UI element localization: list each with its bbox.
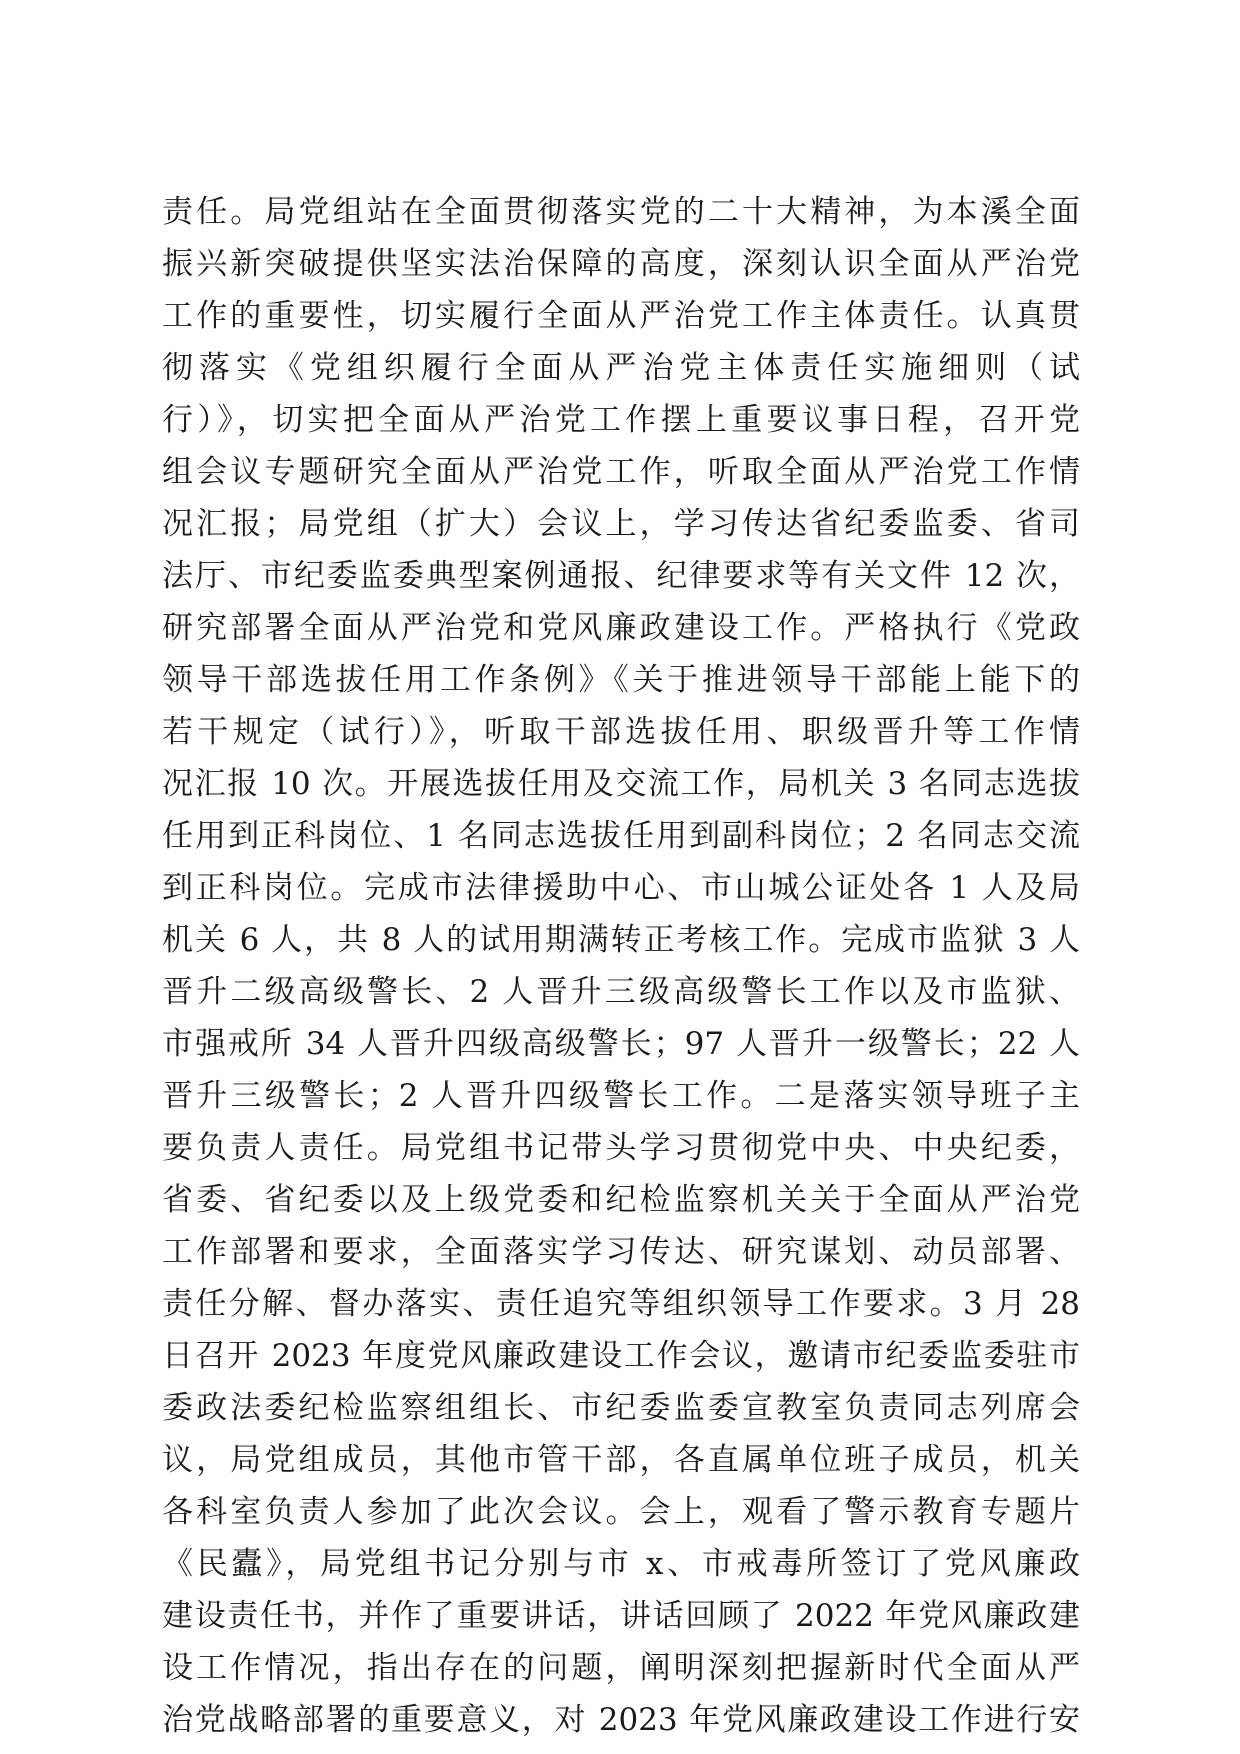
- text-line: 设工作情况，指出存在的问题，阐明深刻把握新时代全面从严: [162, 1650, 1080, 1686]
- text-line: 领导干部选拔任用工作条例》《关于推进领导干部能上能下的: [162, 662, 1080, 698]
- text-line: 行）》，切实把全面从严治党工作摆上重要议事日程，召开党: [162, 402, 1080, 438]
- text-line: 法厅、市纪委监委典型案例通报、纪律要求等有关文件 12 次，: [162, 558, 1080, 594]
- text-line: 若干规定（试行）》，听取干部选拔任用、职级晋升等工作情: [162, 714, 1080, 750]
- text-line: 市强戒所 34 人晋升四级高级警长；97 人晋升一级警长；22 人: [162, 1026, 1080, 1062]
- text-line: 日召开 2023 年度党风廉政建设工作会议，邀请市纪委监委驻市: [162, 1338, 1080, 1374]
- text-line: 工作部署和要求，全面落实学习传达、研究谋划、动员部署、: [162, 1234, 1080, 1270]
- text-line: 组会议专题研究全面从严治党工作，听取全面从严治党工作情: [162, 454, 1080, 490]
- text-line: 况汇报；局党组（扩大）会议上，学习传达省纪委监委、省司: [162, 506, 1080, 542]
- body-text: [162, 186, 1080, 1746]
- text-line: 议，局党组成员，其他市管干部，各直属单位班子成员，机关: [162, 1442, 1080, 1478]
- text-line: 委政法委纪检监察组组长、市纪委监委宣教室负责同志列席会: [162, 1390, 1080, 1426]
- text-line: 责任。局党组站在全面贯彻落实党的二十大精神，为本溪全面: [162, 194, 1080, 230]
- text-line: 《民蠹》，局党组书记分别与市 x、市戒毒所签订了党风廉政: [162, 1546, 1080, 1582]
- text-line: 机关 6 人，共 8 人的试用期满转正考核工作。完成市监狱 3 人: [162, 922, 1080, 958]
- text-line: 工作的重要性，切实履行全面从严治党工作主体责任。认真贯: [162, 298, 1080, 334]
- text-line: 建设责任书，并作了重要讲话，讲话回顾了 2022 年党风廉政建: [162, 1598, 1080, 1634]
- text-line: 晋升三级警长；2 人晋升四级警长工作。二是落实领导班子主: [162, 1078, 1080, 1114]
- text-line: 治党战略部署的重要意义，对 2023 年党风廉政建设工作进行安: [162, 1702, 1080, 1738]
- text-line: 况汇报 10 次。开展选拔任用及交流工作，局机关 3 名同志选拔: [162, 766, 1080, 802]
- text-line: 任用到正科岗位、1 名同志选拔任用到副科岗位；2 名同志交流: [162, 818, 1080, 854]
- text-line: 振兴新突破提供坚实法治保障的高度，深刻认识全面从严治党: [162, 246, 1080, 282]
- text-line: 要负责人责任。局党组书记带头学习贯彻党中央、中央纪委，: [162, 1130, 1080, 1166]
- text-line: 责任分解、督办落实、责任追究等组织领导工作要求。3 月 28: [162, 1286, 1080, 1322]
- text-line: 晋升二级高级警长、2 人晋升三级高级警长工作以及市监狱、: [162, 974, 1080, 1010]
- text-line: 省委、省纪委以及上级党委和纪检监察机关关于全面从严治党: [162, 1182, 1080, 1218]
- text-line: 研究部署全面从严治党和党风廉政建设工作。严格执行《党政: [162, 610, 1080, 646]
- text-line: 各科室负责人参加了此次会议。会上，观看了警示教育专题片: [162, 1494, 1080, 1530]
- text-line: 到正科岗位。完成市法律援助中心、市山城公证处各 1 人及局: [162, 870, 1080, 906]
- text-line: 彻落实《党组织履行全面从严治党主体责任实施细则（试: [162, 350, 1080, 386]
